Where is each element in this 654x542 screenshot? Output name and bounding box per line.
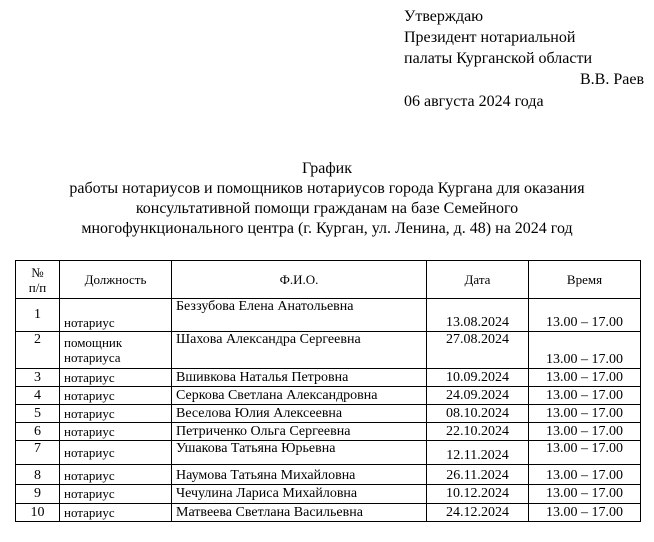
header-time: Время: [529, 261, 641, 299]
row-position: нотариус: [60, 504, 172, 522]
row-num: 5: [16, 405, 60, 423]
table-row: [16, 332, 641, 369]
approval-label: Утверждаю: [404, 8, 484, 25]
row-time: 13.00 – 17.00: [529, 441, 641, 465]
row-num: 10: [16, 504, 60, 522]
approval-signer: В.В. Раев: [580, 71, 644, 88]
schedule-table: [15, 260, 641, 522]
row-time: 13.00 – 17.00: [529, 369, 641, 387]
table-header-row: [16, 261, 641, 299]
row-time: 13.00 – 17.00: [529, 299, 641, 332]
row-position: нотариус: [60, 299, 172, 332]
title-line-3: консультативной помощи гражданам на базе Семейного: [135, 200, 519, 217]
title-line-2: работы нотариусов и помощников нотариусов города Кургана для оказания: [69, 180, 585, 197]
row-name: Серкова Светлана Александровна: [172, 387, 427, 405]
row-position: нотариус: [60, 465, 172, 485]
table-row: [16, 504, 641, 522]
row-date: 10.12.2024: [427, 485, 529, 504]
row-date: 24.09.2024: [427, 387, 529, 405]
row-num: 6: [16, 423, 60, 441]
title-line-1: График: [301, 160, 353, 177]
row-position: нотариус: [60, 387, 172, 405]
table-row: [16, 405, 641, 423]
row-position: нотариус: [60, 485, 172, 504]
row-position: нотариус: [60, 405, 172, 423]
row-num: 1: [16, 299, 60, 332]
row-position: нотариус: [60, 441, 172, 465]
row-date: 22.10.2024: [427, 423, 529, 441]
row-time: 13.00 – 17.00: [529, 423, 641, 441]
table-row: [16, 423, 641, 441]
approval-position: Президент нотариальной: [404, 29, 576, 46]
row-date: 24.12.2024: [427, 504, 529, 522]
row-date: 08.10.2024: [427, 405, 529, 423]
row-num: 8: [16, 465, 60, 485]
row-date: 26.11.2024: [427, 465, 529, 485]
row-name: Шахова Александра Сергеевна: [172, 332, 427, 369]
row-name: Вшивкова Наталья Петровна: [172, 369, 427, 387]
header-num-line-2: п/п: [28, 279, 47, 295]
row-time: 13.00 – 17.00: [529, 332, 641, 369]
row-name: Ушакова Татьяна Юрьевна: [172, 441, 427, 465]
row-time: 13.00 – 17.00: [529, 387, 641, 405]
row-time: 13.00 – 17.00: [529, 504, 641, 522]
row-num: 9: [16, 485, 60, 504]
approval-date: 06 августа 2024 года: [404, 93, 544, 110]
table-row: [16, 299, 641, 332]
header-name: Ф.И.О.: [172, 261, 427, 299]
row-num: 3: [16, 369, 60, 387]
row-time: 13.00 – 17.00: [529, 465, 641, 485]
row-time: 13.00 – 17.00: [529, 405, 641, 423]
row-date: 27.08.2024: [427, 332, 529, 369]
table-row: [16, 485, 641, 504]
header-num: [16, 261, 60, 299]
row-date: 10.09.2024: [427, 369, 529, 387]
row-date: 13.08.2024: [427, 299, 529, 332]
row-name: Матвеева Светлана Васильевна: [172, 504, 427, 522]
header-num-line-1: №: [31, 264, 44, 280]
table-row: [16, 369, 641, 387]
row-name: Наумова Татьяна Михайловна: [172, 465, 427, 485]
document-title: [0, 159, 654, 239]
row-name: Веселова Юлия Алексеевна: [172, 405, 427, 423]
row-name: Чечулина Лариса Михайловна: [172, 485, 427, 504]
row-num: 7: [16, 441, 60, 465]
row-position: нотариус: [60, 369, 172, 387]
row-num: 2: [16, 332, 60, 369]
row-num: 4: [16, 387, 60, 405]
row-position: помощник нотариуса: [60, 332, 172, 369]
row-time: 13.00 – 17.00: [529, 485, 641, 504]
row-date: 12.11.2024: [427, 441, 529, 465]
row-name: Петриченко Ольга Сергеевна: [172, 423, 427, 441]
header-position: Должность: [60, 261, 172, 299]
row-position: нотариус: [60, 423, 172, 441]
table-row: [16, 465, 641, 485]
table-row: [16, 441, 641, 465]
row-name: Беззубова Елена Анатольевна: [172, 299, 427, 332]
header-date: Дата: [427, 261, 529, 299]
title-line-4: многофункционального центра (г. Курган, ул. Ленина, д. 48) на 2024 год: [81, 220, 573, 237]
approval-organization: палаты Курганской области: [404, 50, 593, 67]
approval-block: [404, 6, 648, 112]
table-row: [16, 387, 641, 405]
